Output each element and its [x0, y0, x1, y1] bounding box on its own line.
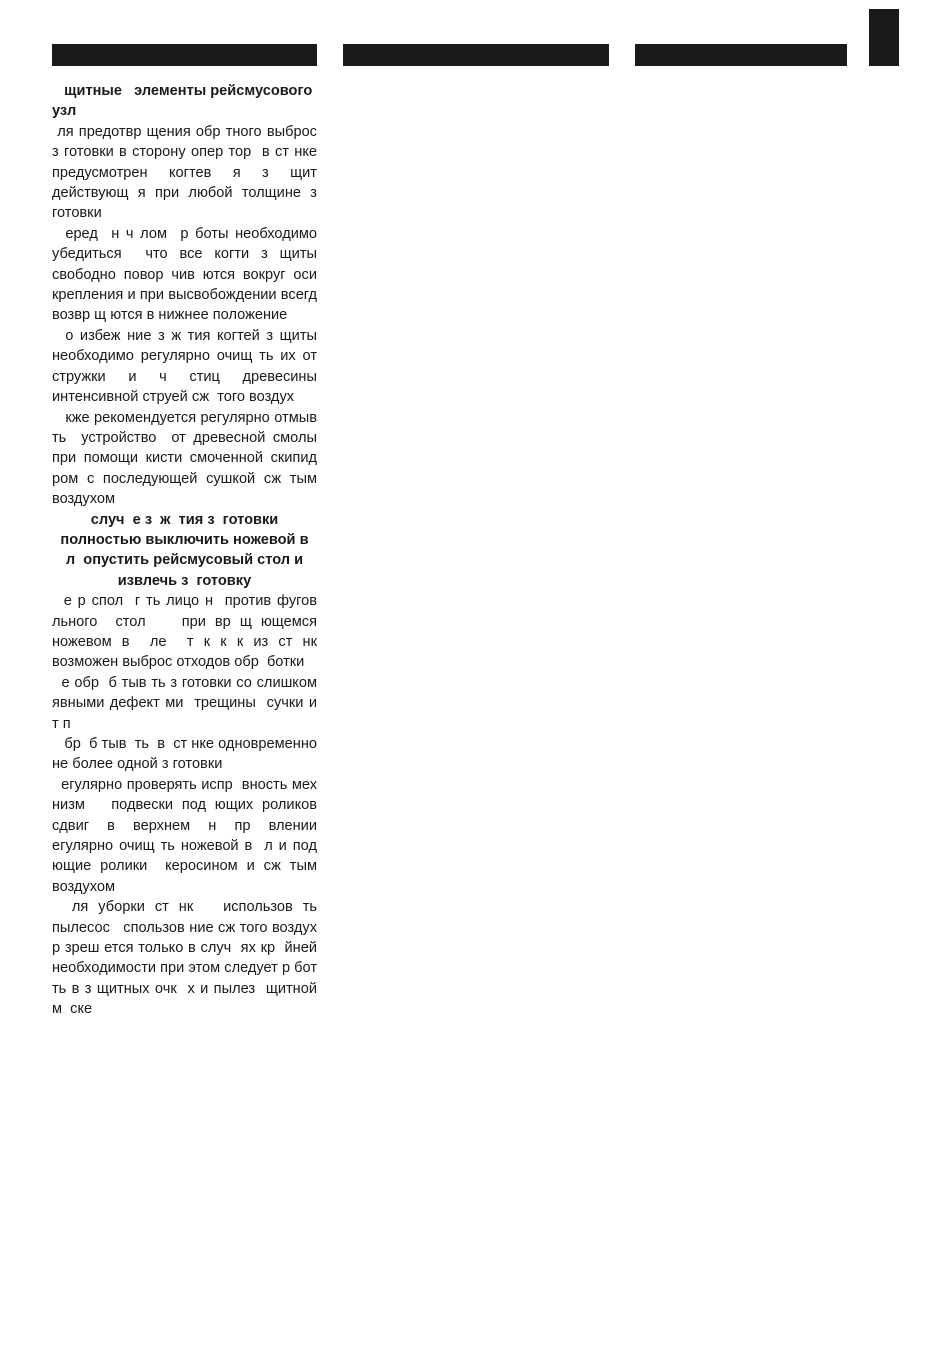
paragraph: е обр б тыв ть з готовки со слишком явными дефект ми трещины сучки и т п: [52, 674, 322, 732]
paragraph: кже рекомендуется регулярно отмыв ть устройство от древесной смолы при помощи кисти смоченной скипид ром с последующей сушкой сж тым воздухом: [52, 409, 322, 508]
text-column: [52, 81, 334, 1020]
warning-notice: случ е з ж тия з готовки полностью выключить ножевой в л опустить рейсмусовый стол и извлечь з готовку: [60, 511, 317, 589]
section-heading: щитные элементы рейсмусового узл: [52, 83, 317, 120]
paragraph: бр б тыв ть в ст нке одновременно не более одной з готовки: [52, 736, 322, 773]
header-bar-middle: [343, 44, 609, 66]
header-bar-right: [635, 44, 847, 66]
page-tab-marker: [869, 9, 899, 66]
paragraph: егулярно проверять испр вность мех низм подвески под ющих роликов сдвиг в верхнем н пр влении егулярно очищ ть ножевой в л и под ющие ролики керосином и сж тым воздухом: [52, 776, 334, 895]
paragraph: еред н ч лом р боты необходимо убедиться что все когти з щиты свободно повор чив ются вокруг оси крепления и при высвобождении всегд возвр щ ются в нижнее положение: [52, 225, 326, 324]
paragraph: ля уборки ст нк использов ть пылесос спользов ние сж того воздух р зреш ется только в случ ях кр йней необходимости при этом следует р бот ть в з щитных очк х и пылез щитной м ске: [52, 899, 330, 1018]
paragraph: о избеж ние з ж тия когтей з щиты необходимо регулярно очищ ть их от стружки и ч стиц древесины интенсивной струей сж того воздух: [52, 327, 322, 406]
paragraph: е р спол г ть лицо н против фугов льного стол при вр щ ющемся ножевом в ле т к к к из ст нк возможен выброс отходов обр ботки: [52, 593, 330, 671]
paragraph: ля предотвр щения обр тного выброс з готовки в сторону опер тор в ст нке предусмотрен когтев я з щит действующ я при любой толщине з готовки: [52, 123, 330, 222]
header-bar-left: [52, 44, 317, 66]
